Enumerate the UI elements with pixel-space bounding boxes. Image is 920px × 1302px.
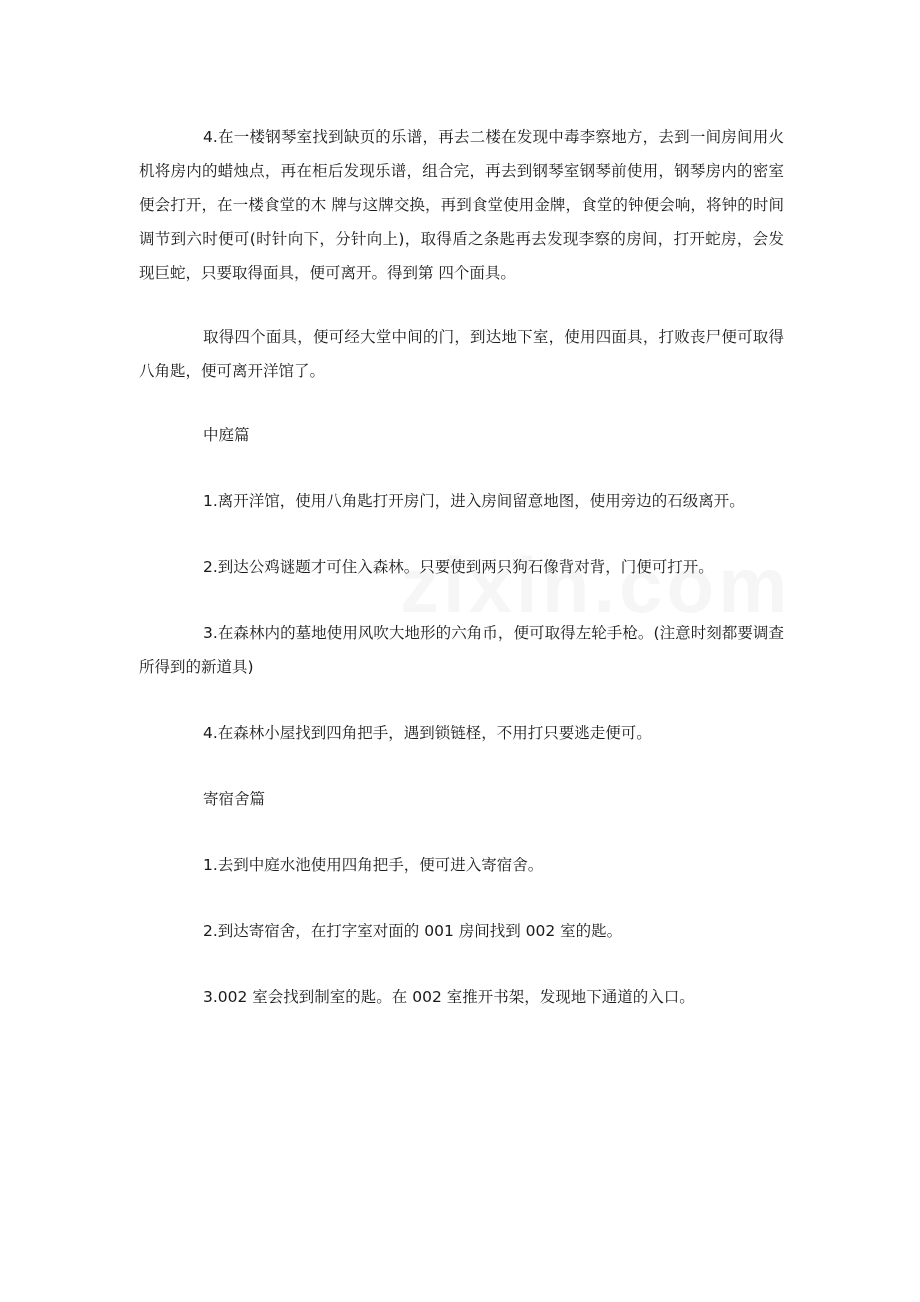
section-heading-dormitory: 寄宿舍篇 [203, 790, 266, 808]
paragraph-dormitory-step-3: 3.002 室会找到制室的匙。在 002 室推开书架，发现地下通道的入口。 [203, 988, 695, 1006]
section-heading-courtyard: 中庭篇 [203, 426, 250, 444]
paragraph-dormitory-step-2: 2.到达寄宿舍，在打字室对面的 001 房间找到 002 室的匙。 [203, 922, 623, 940]
paragraph-mansion-step-4: 4.在一楼钢琴室找到缺页的乐谱，再去二楼在发现中毒李察地方，去到一间房间用火机将房内的蜡烛点，再在柜后发现乐谱，组合完，再去到钢琴室钢琴前使用，钢琴房内的密室便会打开，在一楼食堂的木 牌与这牌交换，再到食堂使用金牌，食堂的钟便会响，将钟的时间调节到六时便可(时针向下，分针向上)，取得盾之条匙再去发现李察的房间，打开蛇房，会发现巨蛇，只要取得面具，便可离开。得到第 四个面具。 [139, 128, 784, 282]
paragraph-courtyard-step-1: 1.离开洋馆，使用八角匙打开房门，进入房间留意地图，使用旁边的石级离开。 [203, 492, 745, 510]
document-body [139, 120, 784, 1014]
paragraph-dormitory-step-1: 1.去到中庭水池使用四角把手，便可进入寄宿舍。 [203, 856, 544, 874]
paragraph-courtyard-step-2: 2.到达公鸡谜题才可住入森林。只要使到两只狗石像背对背，门便可打开。 [203, 558, 714, 576]
paragraph-mansion-conclusion: 取得四个面具，便可经大堂中间的门，到达地下室，使用四面具，打败丧尸便可取得八角匙，便可离开洋馆了。 [139, 328, 784, 380]
paragraph-courtyard-step-3: 3.在森林内的墓地使用风吹大地形的六角币，便可取得左轮手枪。(注意时刻都要调查所得到的新道具) [139, 624, 784, 676]
paragraph-courtyard-step-4: 4.在森林小屋找到四角把手，遇到锁链柽，不用打只要逃走便可。 [203, 724, 652, 742]
